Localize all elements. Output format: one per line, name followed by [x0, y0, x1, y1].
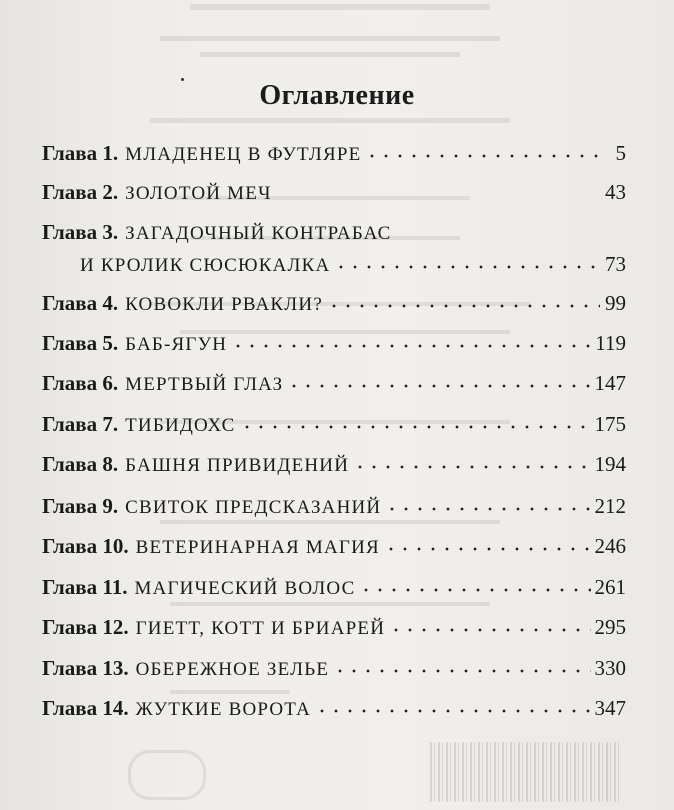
- dot-leader: [231, 329, 591, 350]
- chapter-label: Глава 6.: [42, 371, 119, 395]
- chapter-page-number: 175: [594, 412, 626, 436]
- chapter-label: Глава 10.: [42, 534, 129, 558]
- toc-entry-3[interactable]: [42, 217, 626, 247]
- chapter-label: Глава 1.: [42, 141, 119, 165]
- toc-entry-4[interactable]: [42, 288, 626, 318]
- dot-leader: [333, 654, 590, 675]
- chapter-page-number: 5: [615, 141, 626, 165]
- chapter-page-number: 212: [594, 494, 626, 518]
- chapter-title: МЛАДЕНЕЦ В ФУТЛЯРЕ: [125, 144, 362, 165]
- chapter-page-number: 194: [594, 452, 626, 476]
- chapter-page-number: 347: [594, 696, 626, 720]
- chapter-label: Глава 11.: [42, 575, 128, 599]
- chapter-label: Глава 3.: [42, 220, 119, 244]
- dot-leader: [240, 410, 591, 431]
- chapter-label: Глава 8.: [42, 452, 119, 476]
- chapter-title: МАГИЧЕСКИЙ ВОЛОС: [134, 578, 356, 599]
- toc-entry-13[interactable]: [42, 653, 626, 683]
- chapter-page-number: 295: [594, 615, 626, 639]
- chapter-page-number: 73: [605, 252, 626, 276]
- toc-entry-5[interactable]: [42, 328, 626, 358]
- dot-leader: [315, 694, 590, 715]
- chapter-label: Глава 14.: [42, 696, 129, 720]
- toc-entry-14[interactable]: [42, 693, 626, 723]
- chapter-label: Глава 2.: [42, 180, 119, 204]
- chapter-label: Глава 12.: [42, 615, 129, 639]
- chapter-page-number: 43: [605, 180, 626, 204]
- chapter-title: БАШНЯ ПРИВИДЕНИЙ: [125, 455, 350, 476]
- chapter-title: ЖУТКИЕ ВОРОТА: [135, 699, 312, 720]
- toc-entry-2[interactable]: [42, 177, 626, 207]
- toc-entry-1[interactable]: [42, 138, 626, 168]
- dot-leader: [359, 573, 590, 594]
- chapter-title: ГИЕТТ, КОТТ И БРИАРЕЙ: [135, 618, 386, 639]
- table-of-contents: [42, 0, 626, 810]
- chapter-page-number: 330: [594, 656, 626, 680]
- dot-leader: [385, 492, 590, 513]
- chapter-title: СВИТОК ПРЕДСКАЗАНИЙ: [125, 497, 382, 518]
- dot-leader: [389, 613, 590, 634]
- page-title: Оглавление: [259, 80, 415, 111]
- chapter-label: Глава 4.: [42, 291, 119, 315]
- toc-entry-10[interactable]: [42, 531, 626, 561]
- toc-entry-3-continued[interactable]: [42, 249, 626, 279]
- chapter-title: ОБЕРЕЖНОЕ ЗЕЛЬЕ: [135, 659, 330, 680]
- chapter-page-number: 246: [594, 534, 626, 558]
- chapter-title: МЕРТВЫЙ ГЛАЗ: [125, 374, 284, 395]
- chapter-label: Глава 9.: [42, 494, 119, 518]
- chapter-page-number: 99: [605, 291, 626, 315]
- toc-entry-9[interactable]: [42, 491, 626, 521]
- toc-entry-12[interactable]: [42, 612, 626, 642]
- chapter-label: Глава 7.: [42, 412, 119, 436]
- chapter-title: ЗАГАДОЧНЫЙ КОНТРАБАС: [125, 223, 392, 244]
- dot-leader: [384, 532, 591, 553]
- chapter-title: ТИБИДОХС: [125, 415, 236, 436]
- chapter-page-number: 261: [594, 575, 626, 599]
- dot-leader: [334, 250, 600, 271]
- chapter-title-continued: И КРОЛИК СЮСЮКАЛКА: [80, 255, 331, 276]
- dot-leader: [365, 139, 600, 160]
- chapter-title: ЗОЛОТОЙ МЕЧ: [125, 183, 272, 204]
- toc-entry-6[interactable]: [42, 368, 626, 398]
- toc-entry-7[interactable]: [42, 409, 626, 439]
- dot-leader: [353, 450, 590, 471]
- toc-entry-8[interactable]: [42, 449, 626, 479]
- chapter-page-number: 147: [594, 371, 626, 395]
- chapter-title: БАБ-ЯГУН: [125, 334, 228, 355]
- dot-leader: [287, 369, 590, 390]
- toc-entry-11[interactable]: [42, 572, 626, 602]
- dot-leader: [327, 289, 600, 310]
- chapter-title: КОВОКЛИ РВАКЛИ?: [125, 294, 323, 315]
- chapter-page-number: 119: [595, 331, 626, 355]
- chapter-title: ВЕТЕРИНАРНАЯ МАГИЯ: [135, 537, 380, 558]
- chapter-label: Глава 5.: [42, 331, 119, 355]
- chapter-label: Глава 13.: [42, 656, 129, 680]
